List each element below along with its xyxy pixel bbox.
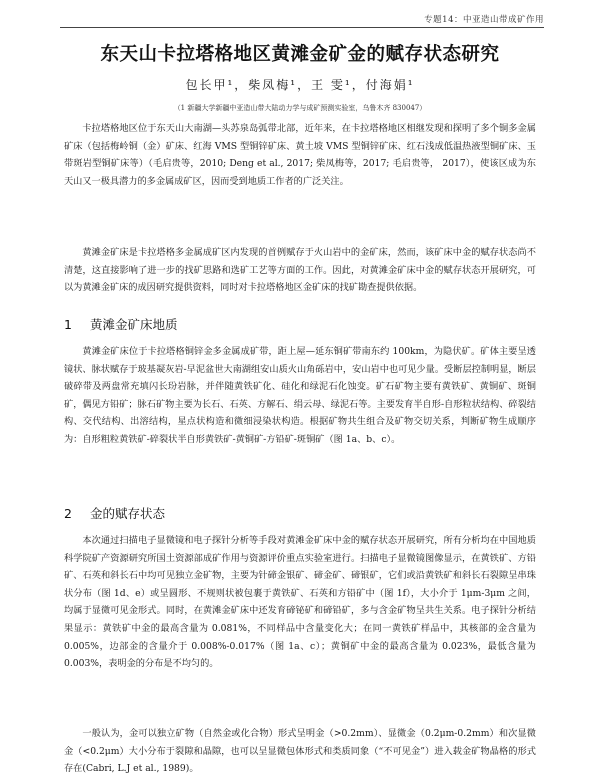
section-2-heading bbox=[64, 504, 165, 522]
section-1-heading bbox=[64, 315, 178, 333]
author-list: 包长甲¹，柴凤梅¹，王 雯¹，付海娟¹ bbox=[185, 78, 415, 92]
section-2-paragraph-2: 一般认为，金可以独立矿物（自然金或化合物）形式呈明金（>0.2mm）、显微金（0.2μm-0.2mm）和次显微金（<0.2μm）大小分布于裂隙和晶隙，也可以呈显微包体形式和类质同象（“不可见金”）进入载金矿物晶格的形式存在(Cabri, L.J et al., 1989)。 bbox=[64, 728, 536, 775]
section-2-paragraph-1: 本次通过扫描电子显微镜和电子探针分析等手段对黄滩金矿床中金的赋存状态开展研究，所有分析均在中国地质科学院矿产资源研究所国土资源部成矿作用与资源评价重点实验室进行。扫描电子显微镜图像显示，在黄铁矿、方铅矿、石英和斜长石中均可见独立金矿物，主要为针碲金银矿、碲金矿、碲银矿，它们或沿黄铁矿和斜长石裂隙呈串珠状分布（图 1d、e）或呈圆形、不规则状被包裹于黄铁矿、石英和方铅矿中（图 1f），大小介于 1μm-3μm 之间，均属于显微可见金形式。同时，在黄滩金矿床中还发育碲铋矿和碲铅矿，多与含金矿物呈共生关系。电子探针分析结果显示：黄铁矿中金的最高含量为 0.081%，不同样品中含量变化大；在同一黄铁矿样品中，其核部的金含量为 0.005%，边部金的含量介于 0.008%-0.017%（图 1a、c）；黄铜矿中金的最高含量为 0.023%，最低含量为 0.003%，表明金的分布是不均匀的。 bbox=[64, 535, 536, 670]
section-2-number: 2 bbox=[64, 506, 72, 521]
section-1-title: 黄滩金矿床地质 bbox=[90, 317, 178, 332]
intro-paragraph-1: 卡拉塔格地区位于东天山大南湖—头苏泉岛弧带北部，近年来，在卡拉塔格地区相继发现和探明了多个铜多金属矿床（包括梅岭铜（金）矿床、红海 VMS 型铜锌矿床、黄土坡 VMS 型铜锌矿床、红石浅成低温热液型铜矿床、玉带斑岩型铜矿床等）（毛启贵等，2010; Deng et al., 2017; 柴凤梅等，2017; 毛启贵等， 2017），使该区成为东天山又一极具潜力的多金属成矿区，因而受到地质工作者的广泛关注。 bbox=[64, 123, 536, 187]
intro-paragraph-2: 黄滩金矿床是卡拉塔格多金属成矿区内发现的首例赋存于火山岩中的金矿床，然而，该矿床中金的赋存状态尚不清楚，这直接影响了进一步的找矿思路和选矿工艺等方面的工作。因此，对黄滩金矿床中金的赋存状态开展研究，可以为黄滩金矿床的成因研究提供资料，同时对卡拉塔格地区金矿床的找矿勘查提供依据。 bbox=[64, 247, 536, 294]
paper-title: 东天山卡拉塔格地区黄滩金矿金的赋存状态研究 bbox=[100, 44, 500, 65]
affiliation: （1 新疆大学新疆中亚造山带大陆动力学与成矿预测实验室，乌鲁木齐 830047） bbox=[173, 104, 427, 112]
header-rule bbox=[60, 27, 544, 28]
section-1-paragraph: 黄滩金矿床位于卡拉塔格铜锌金多金属成矿带，距上屋—延东铜矿带南东约 100km，为隐伏矿。矿体主要呈透镜状、脉状赋存于玻基凝灰岩-早泥盆世大南湖组安山质火山角砾岩中，安山岩中也可见少量。受断层控制明显，断层破碎带及两盘常充填闪长玢岩脉，并伴随黄铁矿化、硅化和绿泥石化蚀变。矿石矿物主要有黄铁矿、黄铜矿、斑铜矿，偶见方铅矿；脉石矿物主要为长石、石英、方解石、绢云母、绿泥石等。主要发育半自形-自形粒状结构、碎裂结构、交代结构、出溶结构，星点状构造和微细浸染状构造。根据矿物共生组合及矿物交切关系，判断矿物生成顺序为：自形粗粒黄铁矿-碎裂状半自形黄铁矿-黄铜矿-方铅矿-斑铜矿（图 1a、b、c）。 bbox=[64, 346, 536, 445]
section-1-number: 1 bbox=[64, 317, 72, 332]
section-2-title: 金的赋存状态 bbox=[90, 506, 166, 521]
running-header: 专题14：中亚造山带成矿作用 bbox=[424, 15, 544, 25]
